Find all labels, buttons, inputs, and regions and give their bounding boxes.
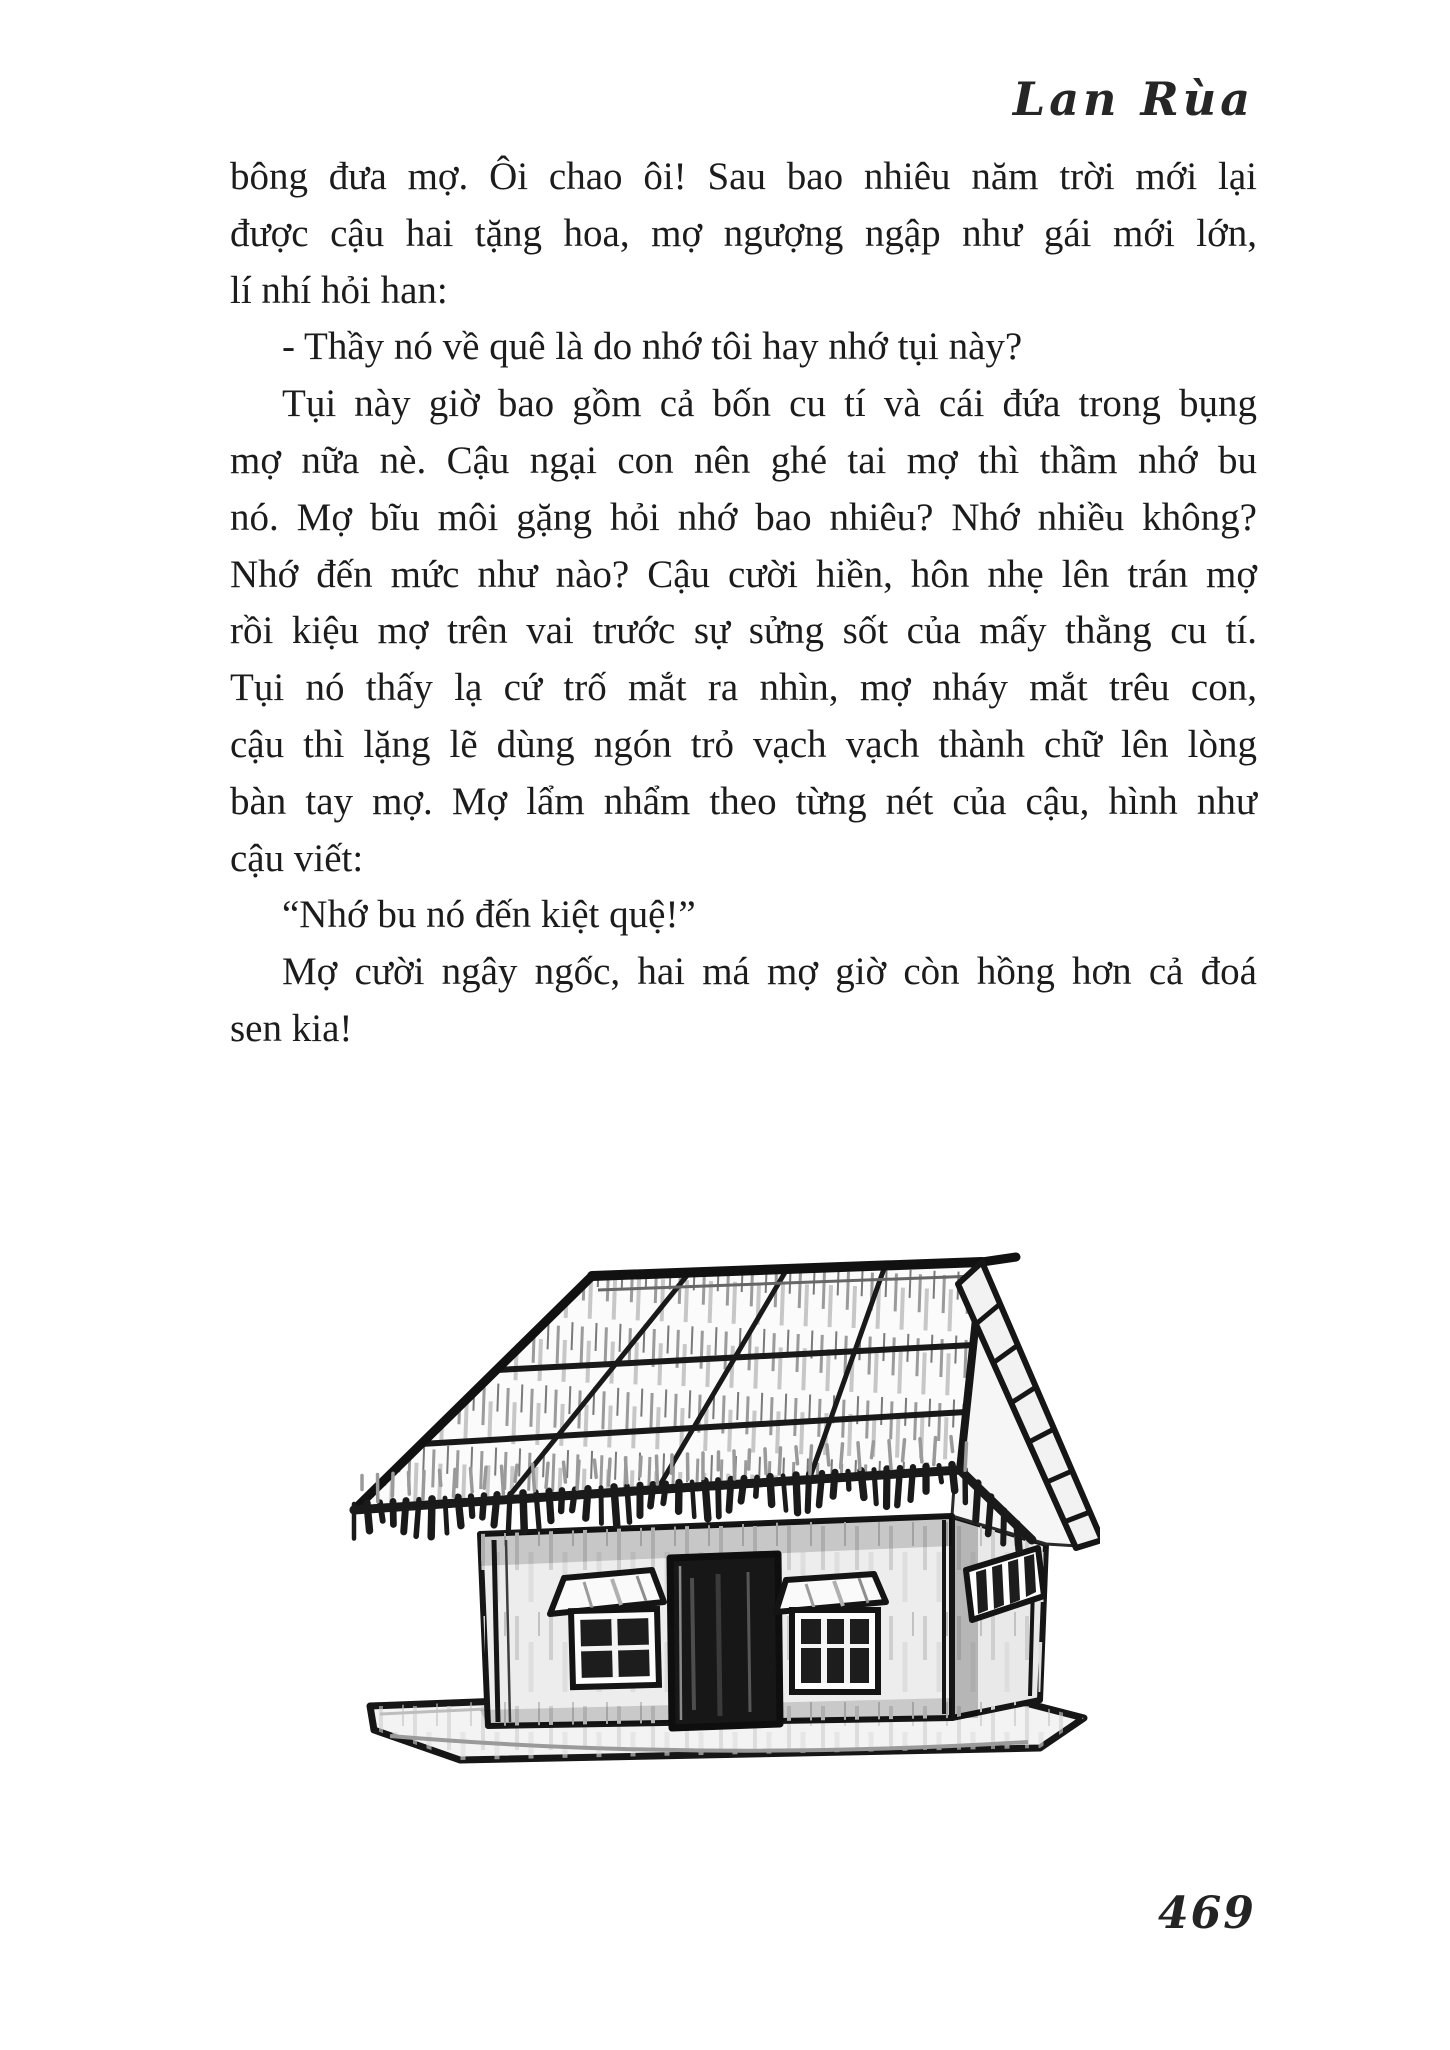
text-line: “Nhớ bu nó đến kiệt quệ!” xyxy=(282,893,696,937)
body-text xyxy=(230,149,1257,1058)
right-window xyxy=(776,1574,886,1692)
text-line: bàn tay mợ. Mợ lẩm nhẩm theo từng nét của cậu, hình như xyxy=(230,779,1257,823)
text-line: - Thầy nó về quê là do nhớ tôi hay nhớ tụi này? xyxy=(282,325,1023,369)
text-line: Tụi nó thấy lạ cứ trố mắt ra nhìn, mợ nháy mắt trêu con, xyxy=(230,666,1257,710)
text-line: sen kia! xyxy=(230,1006,353,1050)
text-line: được cậu hai tặng hoa, mợ ngượng ngập như gái mới lớn, xyxy=(230,211,1257,255)
text-line: mợ nữa nè. Cậu ngại con nên ghé tai mợ thì thầm nhớ bu xyxy=(230,438,1257,482)
text-line: cậu thì lặng lẽ dùng ngón trỏ vạch vạch thành chữ lên lòng xyxy=(230,722,1257,766)
text-line: Mợ cười ngây ngốc, hai má mợ giờ còn hồng hơn cả đoá xyxy=(282,950,1257,994)
text-line: lí nhí hỏi han: xyxy=(230,268,448,312)
text-line: bông đưa mợ. Ôi chao ôi! Sau bao nhiêu năm trời mới lại xyxy=(230,155,1257,198)
text-line: Nhớ đến mức như nào? Cậu cười hiền, hôn nhẹ lên trán mợ xyxy=(230,552,1257,596)
house-illustration xyxy=(340,1248,1100,1768)
text-line: cậu viết: xyxy=(230,836,364,880)
door xyxy=(670,1554,780,1728)
text-line: nó. Mợ bĩu môi gặng hỏi nhớ bao nhiêu? Nhớ nhiều không? xyxy=(230,495,1257,539)
text-line: Tụi này giờ bao gồm cả bốn cu tí và cái đứa trong bụng xyxy=(282,382,1257,426)
text-line: rồi kiệu mợ trên vai trước sự sửng sốt của mấy thằng cu tí. xyxy=(230,609,1257,653)
house-side-wall xyxy=(952,1516,1046,1718)
running-header-author: Lan Rùa xyxy=(1012,72,1254,126)
page-number: 469 xyxy=(1158,1888,1256,1939)
